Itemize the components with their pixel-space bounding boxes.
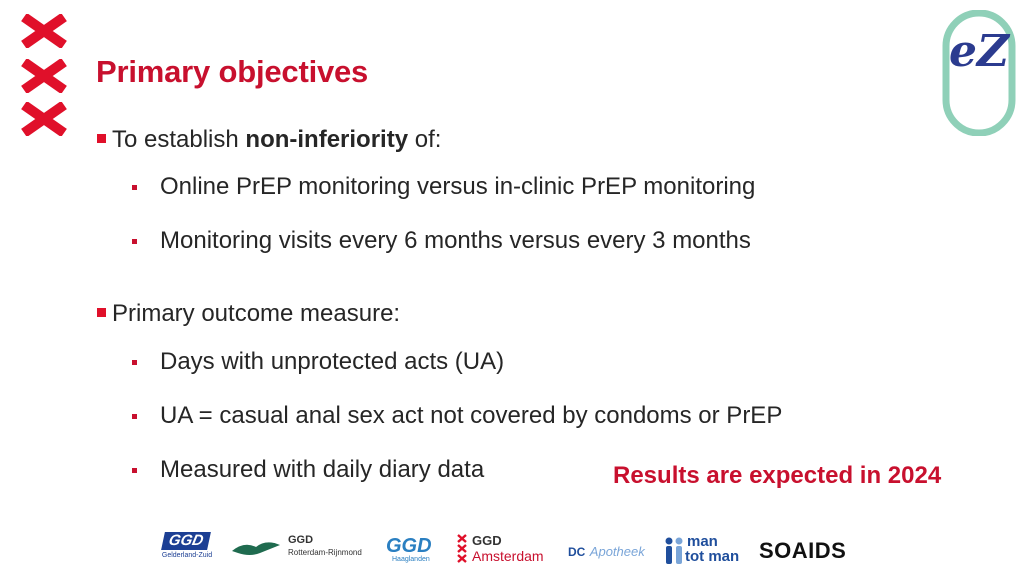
amsterdam-cross-icon [18, 14, 70, 48]
mtm-bottom: tot man [685, 548, 740, 565]
ez-logo-text: eZ [948, 26, 1010, 77]
dc-mark: DC [568, 545, 586, 559]
ggd-ams-mark: GGD [472, 533, 502, 548]
sub-bullet-square-icon [132, 414, 137, 419]
sub-bullet-text: Measured with daily diary data [160, 456, 485, 483]
ggd-hl-sub: Haaglanden [392, 556, 430, 563]
ams-crosses-icon [456, 533, 468, 565]
dc-text: Apotheek [589, 544, 645, 559]
ggd-hl-mark: GGD [386, 535, 432, 557]
bullet-outcome [97, 300, 400, 328]
ggd-gz-mark: GGD [161, 532, 211, 550]
bullet-text: Primary outcome measure: [112, 300, 401, 327]
ggd-rr-sub: Rotterdam-Rijnmond [288, 548, 362, 557]
bullet-text-part: To establish [112, 126, 246, 153]
sub-bullet-text: UA = casual anal sex act not covered by condoms or PrEP [160, 402, 783, 429]
slide-title: Primary objectives [96, 54, 369, 89]
bullet-objective [97, 126, 441, 154]
logo-soaids: SOAIDS [759, 538, 847, 563]
bullet-text-part: of: [408, 126, 442, 153]
sub-bullet-square-icon [132, 468, 137, 473]
ggd-rr-mark: GGD [288, 534, 314, 546]
sub-bullet-text: Online PrEP monitoring versus in-clinic PrEP monitoring [160, 173, 756, 200]
logo-dc-apotheek [568, 543, 645, 561]
ggd-ams-sub: Amsterdam [472, 548, 544, 564]
sub-bullet-square-icon [132, 360, 137, 365]
mtm-top: man [687, 533, 718, 550]
amsterdam-cross-icon [18, 102, 70, 136]
sub-bullet-square-icon [132, 185, 137, 190]
logo-ggd-gelderland-zuid [157, 532, 217, 559]
ez-logo [942, 10, 1016, 136]
sub-bullet-text: Monitoring visits every 6 months versus every 3 months [160, 227, 751, 254]
rr-bird-icon [230, 537, 282, 559]
bullet-square-icon [97, 134, 106, 143]
bullet-square-icon [97, 308, 106, 317]
mtm-figures-icon [663, 536, 685, 566]
amsterdam-cross-icon [18, 59, 70, 93]
logo-ggd-haaglanden [386, 536, 446, 563]
bullet-text-bold: non-inferiority [245, 126, 409, 153]
ggd-gz-sub: Gelderland-Zuid [161, 552, 213, 559]
sub-bullet-square-icon [132, 239, 137, 244]
sub-bullet-text: Days with unprotected acts (UA) [160, 348, 505, 375]
results-callout: Results are expected in 2024 [613, 462, 942, 489]
